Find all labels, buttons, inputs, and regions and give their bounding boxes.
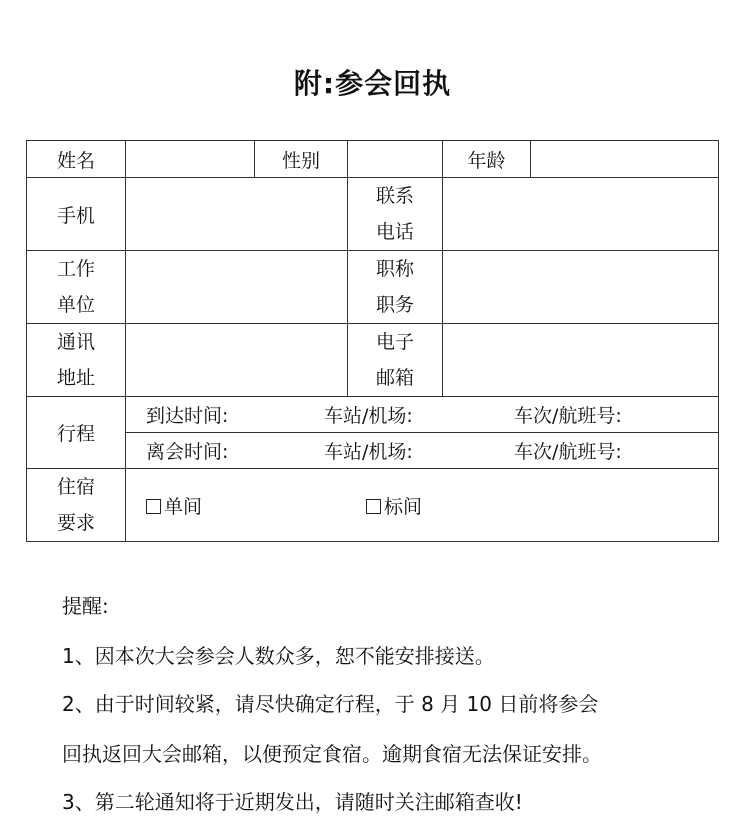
single-room-option[interactable] <box>146 492 366 519</box>
standard-room-label: 标间 <box>384 495 423 518</box>
workplace-label-line1: 工作 <box>56 258 95 280</box>
registration-form <box>26 140 719 542</box>
address-field[interactable] <box>126 324 348 397</box>
lodging-label-line1: 住宿 <box>56 476 95 498</box>
lodging-label-line2: 要求 <box>56 512 95 534</box>
email-label-line1: 电子 <box>375 331 414 353</box>
departure-time-label: 离会时间: <box>146 441 229 463</box>
departure-row[interactable] <box>126 433 719 469</box>
single-room-checkbox[interactable] <box>146 499 161 514</box>
departure-station-label: 车站/机场: <box>324 441 413 463</box>
age-label: 年龄 <box>443 141 531 178</box>
itinerary-label: 行程 <box>27 397 126 469</box>
email-label-line2: 邮箱 <box>375 367 414 389</box>
address-label-line1: 通讯 <box>56 331 95 353</box>
single-room-label: 单间 <box>164 495 203 518</box>
standard-room-option[interactable] <box>366 492 586 519</box>
email-field[interactable] <box>443 324 719 397</box>
contact-phone-label-line2: 电话 <box>375 221 414 243</box>
address-label <box>27 324 126 397</box>
workplace-label-line2: 单位 <box>56 294 95 316</box>
workplace-field[interactable] <box>126 251 348 324</box>
name-field[interactable] <box>126 141 255 178</box>
gender-label: 性别 <box>255 141 348 178</box>
workplace-label <box>27 251 126 324</box>
lodging-options <box>126 469 719 542</box>
phone-label: 手机 <box>27 178 126 251</box>
address-label-line2: 地址 <box>56 367 95 389</box>
contact-phone-field[interactable] <box>443 178 719 251</box>
position-label-line2: 职务 <box>375 294 414 316</box>
phone-field[interactable] <box>126 178 348 251</box>
arrival-row[interactable] <box>126 397 719 433</box>
arrival-train-label: 车次/航班号: <box>514 405 622 427</box>
departure-train-label: 车次/航班号: <box>514 441 622 463</box>
position-field[interactable] <box>443 251 719 324</box>
lodging-label <box>27 469 126 542</box>
arrival-station-label: 车站/机场: <box>324 405 413 427</box>
notice-item-1: 1、因本次大会参会人数众多，恕不能安排接送。 <box>62 644 495 668</box>
notice-item-2-continued: 回执返回大会邮箱，以便预定食宿。逾期食宿无法保证安排。 <box>62 742 602 766</box>
notice-item-3: 3、第二轮通知将于近期发出，请随时关注邮箱查收! <box>62 790 523 814</box>
name-label: 姓名 <box>27 141 126 178</box>
gender-field[interactable] <box>348 141 443 178</box>
page-title: 附:参会回执 <box>293 67 452 100</box>
email-label <box>348 324 443 397</box>
age-field[interactable] <box>531 141 719 178</box>
contact-phone-label-line1: 联系 <box>375 185 414 207</box>
notice-heading: 提醒: <box>62 594 109 618</box>
standard-room-checkbox[interactable] <box>366 499 381 514</box>
contact-phone-label <box>348 178 443 251</box>
arrival-time-label: 到达时间: <box>146 405 229 427</box>
position-label <box>348 251 443 324</box>
notice-item-2: 2、由于时间较紧，请尽快确定行程，于 8 月 10 日前将参会 <box>62 692 599 716</box>
position-label-line1: 职称 <box>375 258 414 280</box>
